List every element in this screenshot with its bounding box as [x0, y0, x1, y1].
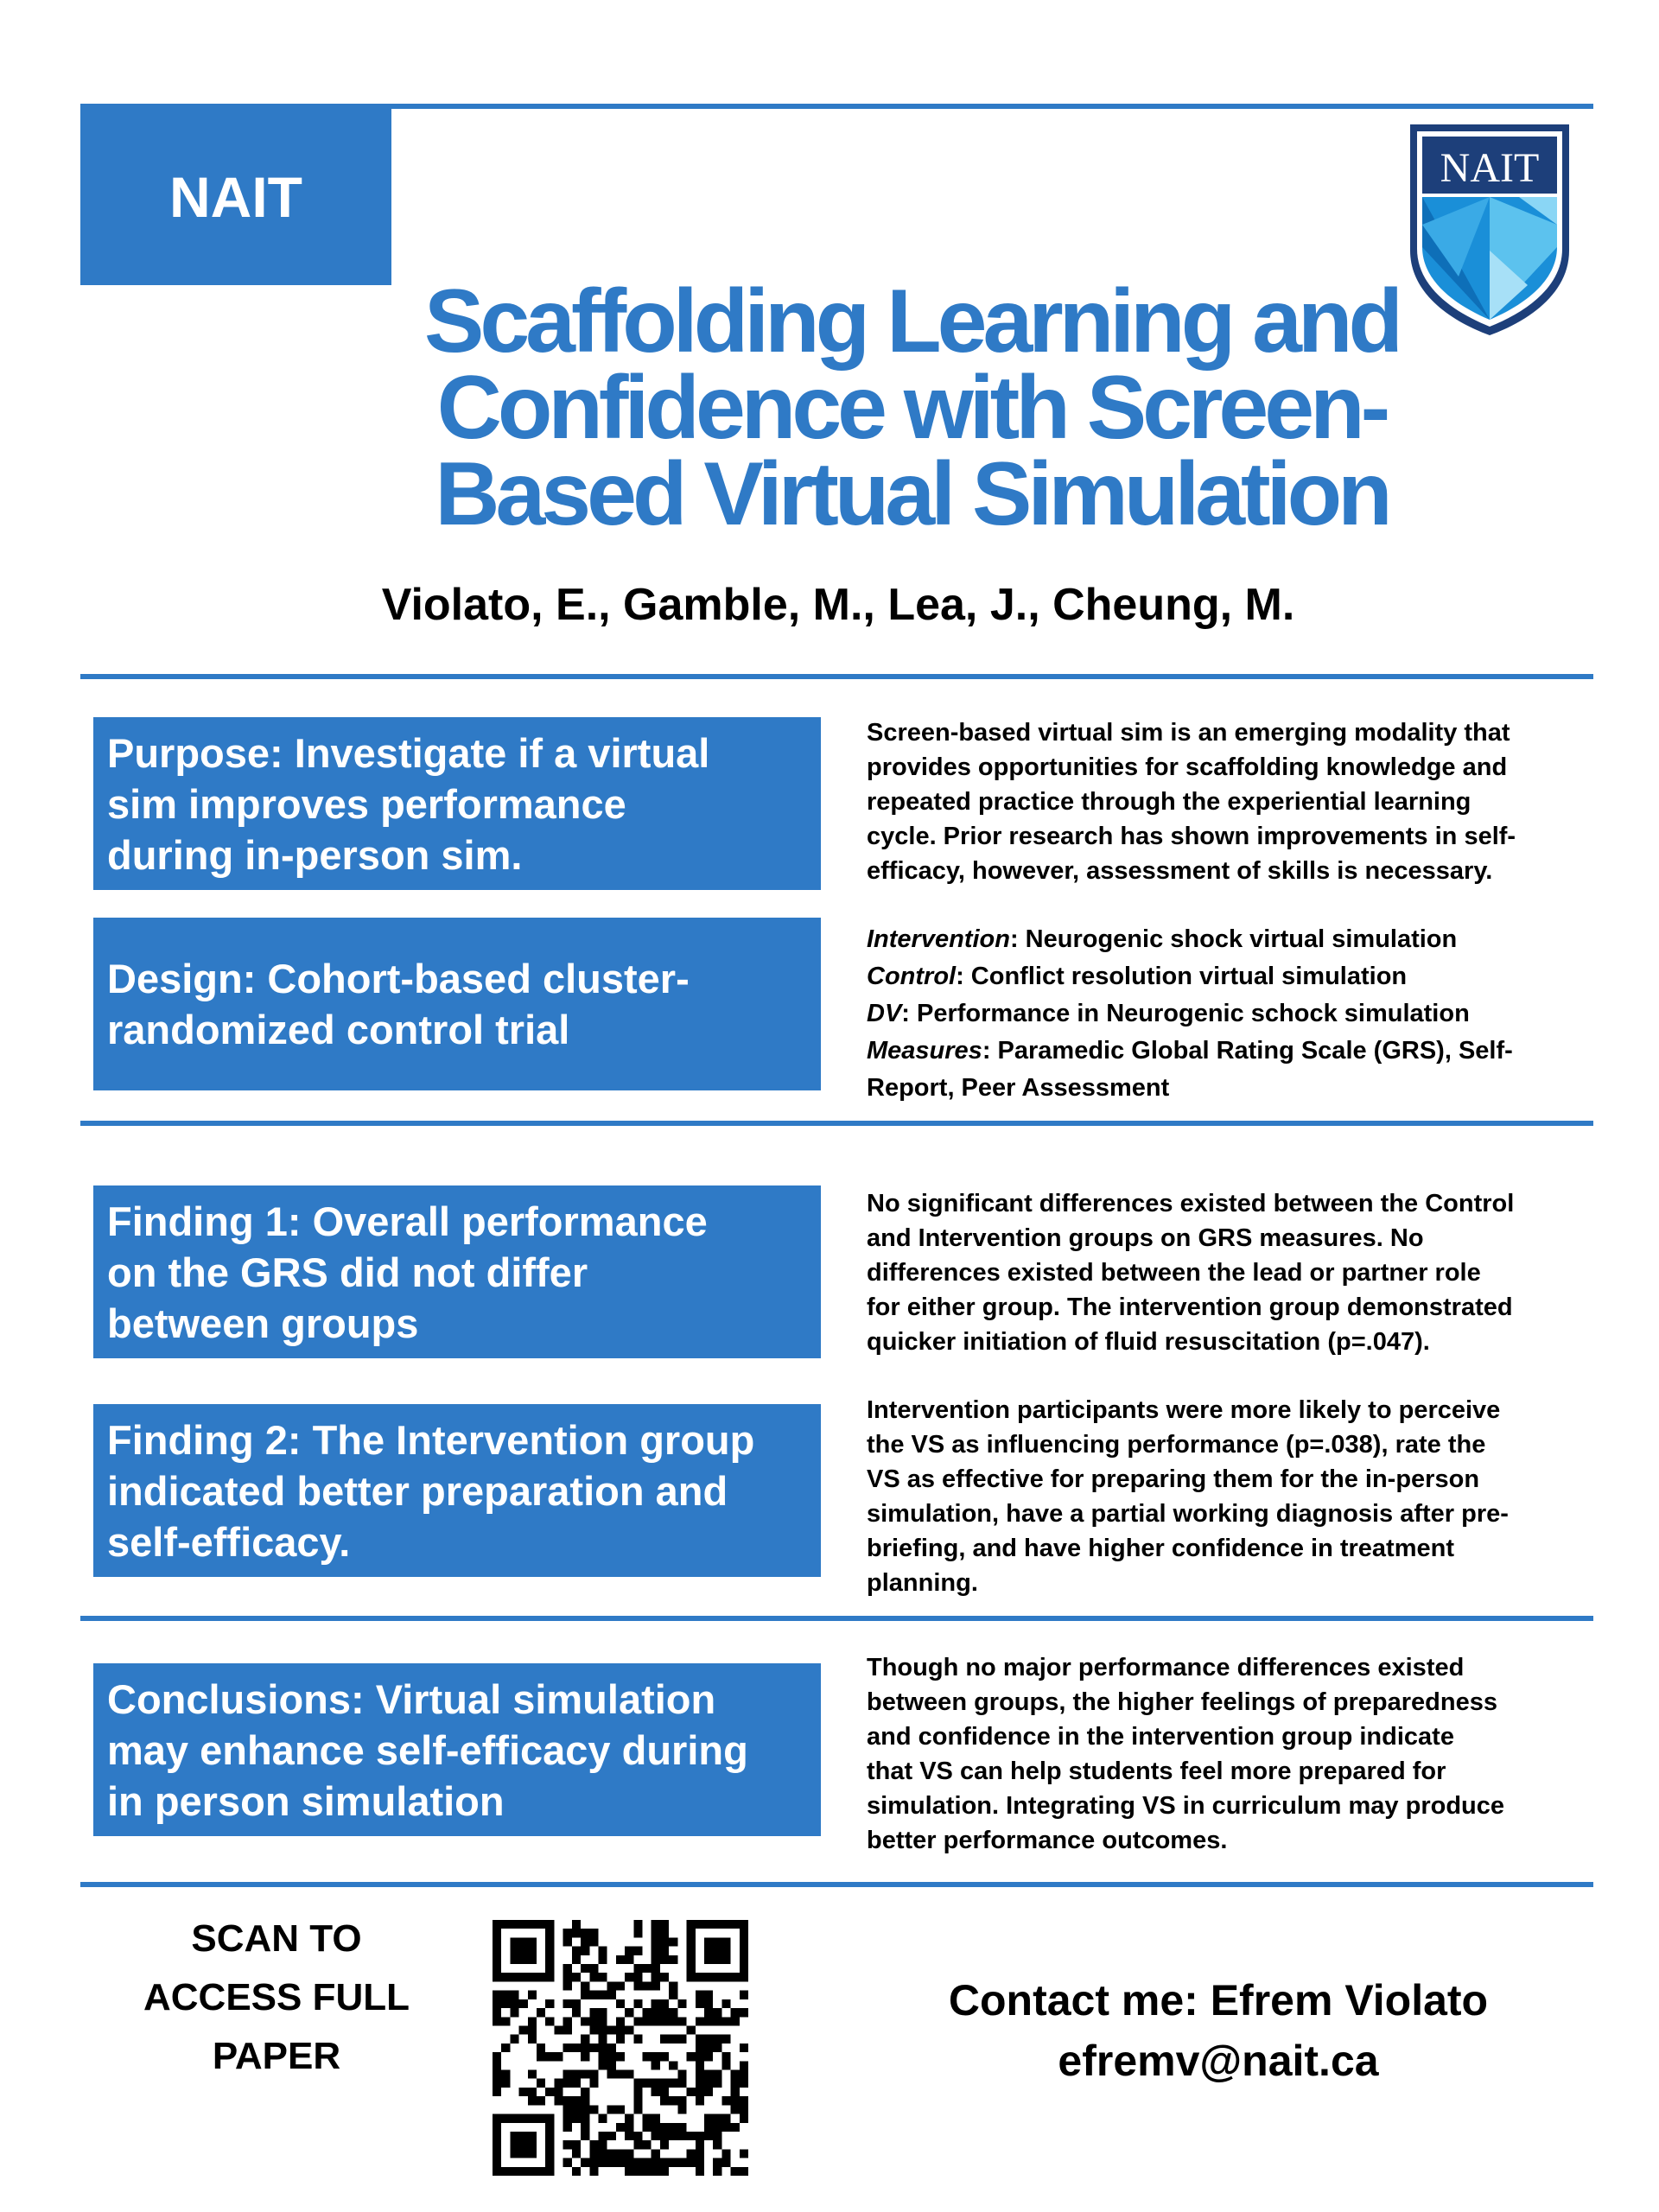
panel-line: Design: Cohort-based cluster-: [107, 956, 690, 1001]
control-label: Control: [867, 963, 957, 990]
scan-line: PAPER: [212, 2035, 341, 2077]
desc-line: provides opportunities for scaffolding knowledge and: [867, 753, 1508, 781]
desc-line: efficacy, however, assessment of skills is necessary.: [867, 857, 1493, 885]
measures-label: Measures: [867, 1037, 982, 1065]
purpose-description: [867, 715, 1584, 888]
intervention-text: : Neurogenic shock virtual simulation: [1009, 925, 1458, 953]
desc-line: Though no major performance differences existed: [867, 1654, 1465, 1681]
desc-line: between groups, the higher feelings of preparedness: [867, 1688, 1497, 1716]
panel-line: sim improves performance: [107, 780, 626, 827]
intervention-label: Intervention: [867, 925, 1010, 953]
section-rule: [80, 1882, 1593, 1887]
section-rule: [80, 1616, 1593, 1621]
dv-label: DV: [867, 1000, 902, 1027]
title-line: Scaffolding Learning and: [423, 271, 1400, 372]
panel-line: Finding 2: The Intervention group: [107, 1416, 755, 1463]
desc-line: Intervention participants were more likely to perceive: [867, 1396, 1501, 1424]
desc-line: and Intervention groups on GRS measures. No: [867, 1224, 1424, 1252]
contact-line: Contact me: Efrem Violato: [948, 1976, 1489, 2024]
desc-line: the VS as influencing performance (p=.038), rate the: [867, 1431, 1486, 1459]
nait-shield-logo: [1407, 121, 1573, 339]
desc-line: briefing, and have higher confidence in treatment: [867, 1535, 1454, 1562]
measures-text: : Paramedic Global Rating Scale (GRS), Self-: [982, 1037, 1513, 1065]
panel-line: may enhance self-efficacy during: [107, 1726, 748, 1773]
scan-line: ACCESS FULL: [143, 1976, 410, 2018]
contact-email[interactable]: efremv@nait.ca: [1058, 2037, 1379, 2085]
control-text: : Conflict resolution virtual simulation: [956, 963, 1408, 990]
design-panel: [93, 918, 821, 1090]
authors: Violato, E., Gamble, M., Lea, J., Cheung, M.: [381, 580, 1295, 630]
desc-line: quicker initiation of fluid resuscitation (p=.047).: [867, 1328, 1430, 1356]
desc-line: simulation. Integrating VS in curriculum may produce: [867, 1792, 1505, 1820]
nait-brand-box: NAIT: [80, 108, 391, 285]
measures-text-continued: Report, Peer Assessment: [867, 1074, 1170, 1102]
desc-line: that VS can help students feel more prepared for: [867, 1758, 1446, 1785]
qr-code-icon[interactable]: [493, 1920, 748, 2176]
panel-line: Conclusions: Virtual simulation: [107, 1675, 716, 1722]
panel-line: randomized control trial: [107, 1007, 570, 1052]
desc-line: and confidence in the intervention group indicate: [867, 1723, 1454, 1751]
panel-line: in person simulation: [107, 1777, 505, 1824]
desc-line: VS as effective for preparing them for the in-person: [867, 1465, 1480, 1493]
purpose-panel: [93, 717, 821, 890]
desc-line: better performance outcomes.: [867, 1827, 1228, 1854]
conclusions-description: [867, 1650, 1584, 1858]
panel-line: indicated better preparation and: [107, 1467, 728, 1514]
conclusions-panel: [93, 1663, 821, 1836]
desc-line: cycle. Prior research has shown improvements in self-: [867, 823, 1516, 850]
title-line: Confidence with Screen-: [436, 358, 1387, 458]
desc-line: differences existed between the lead or partner role: [867, 1259, 1481, 1287]
desc-line: Screen-based virtual sim is an emerging modality that: [867, 719, 1510, 747]
panel-line: Finding 1: Overall performance: [107, 1198, 708, 1244]
title-line: Based Virtual Simulation: [435, 444, 1389, 544]
panel-line: on the GRS did not differ: [107, 1249, 588, 1295]
section-rule: [80, 1121, 1593, 1126]
desc-line: for either group. The intervention group demonstrated: [867, 1294, 1513, 1321]
dv-text: : Performance in Neurogenic schock simulation: [901, 1000, 1470, 1027]
desc-line: simulation, have a partial working diagnosis after pre-: [867, 1500, 1509, 1528]
finding1-description: [867, 1186, 1584, 1359]
panel-line: during in-person sim.: [107, 831, 523, 878]
section-rule: [80, 674, 1593, 679]
desc-line: planning.: [867, 1569, 978, 1597]
desc-line: repeated practice through the experiential learning: [867, 788, 1471, 816]
poster-title: [393, 271, 1430, 544]
contact-block: [916, 1970, 1521, 2091]
design-description: [867, 921, 1584, 1107]
finding2-panel: [93, 1404, 821, 1577]
panel-line: between groups: [107, 1300, 419, 1346]
desc-line: No significant differences existed between the Control: [867, 1190, 1515, 1217]
scan-line: SCAN TO: [191, 1917, 362, 1960]
panel-line: self-efficacy.: [107, 1518, 351, 1565]
finding1-panel: [93, 1185, 821, 1358]
scan-instruction: [121, 1910, 432, 2086]
finding2-description: [867, 1393, 1584, 1600]
logo-text: NAIT: [1440, 145, 1540, 191]
panel-line: Purpose: Investigate if a virtual: [107, 729, 710, 776]
